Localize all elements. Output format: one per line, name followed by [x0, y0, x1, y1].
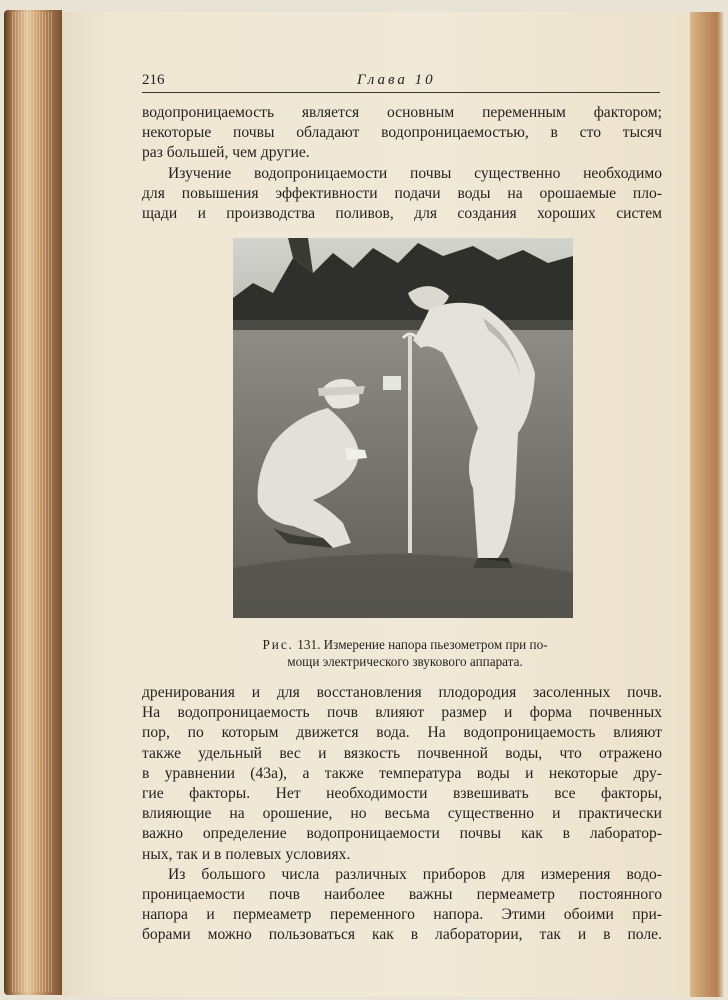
text-line: щади и производства поливов, для создания хороших систем [142, 205, 662, 223]
text-line: в уравнении (43а), а также температура воды и некоторые дру- [142, 764, 662, 782]
text-line: напора и пермеаметр переменного напора. Этими обоими при- [142, 906, 662, 924]
text-line: для повышения эффективности подачи воды на орошаемые пло- [142, 184, 662, 202]
text-line: также удельный вес и вязкость почвенной воды, что отражено [142, 744, 662, 762]
chapter-title: Глава 10 [357, 72, 436, 88]
caption-label: Рис. [262, 637, 294, 652]
page-number: 216 [142, 72, 165, 88]
text-line: Из большого числа различных приборов для измерения водо- [168, 865, 662, 883]
text-line: влияющие на орошение, но весьма существенно и практически [142, 805, 662, 823]
text-line: гие факторы. Нет необходимости взвешивать все факторы, [142, 785, 662, 803]
paragraph-block-bottom [142, 683, 662, 946]
text-line: важно определение водопроницаемости почвы как в лаборатор- [142, 825, 662, 843]
text-line: пор, по которым движется вода. На водопроницаемость влияют [142, 724, 662, 742]
paragraph-block-top [142, 103, 662, 224]
figure-photo [233, 238, 573, 618]
caption-text-2: мощи электрического звукового аппарата. [287, 654, 523, 669]
text-line: На водопроницаемость почв влияют размер и форма почвенных [142, 704, 662, 722]
field-measurement-photo [233, 238, 573, 618]
text-line: ных, так и в полевых условиях. [142, 845, 351, 863]
right-page-edge [690, 12, 724, 997]
page-edges [12, 12, 54, 992]
caption-text-1: 131. Измерение напора пьезометром при по- [297, 637, 548, 652]
running-header [142, 70, 660, 93]
figure-caption [225, 636, 585, 670]
text-line: Изучение водопроницаемости почвы существенно необходимо [168, 164, 662, 182]
text-line: борами можно пользоваться как в лаборатории, так и в поле. [142, 926, 662, 944]
text-line: раз большей, чем другие. [142, 144, 310, 162]
text-line: некоторые почвы обладают водопроницаемостью, в сто тысяч [142, 124, 662, 142]
text-line: дренирования и для восстановления плодородия засоленных почв. [142, 684, 662, 701]
text-line: проницаемости почв наиболее важны пермеаметр постоянного [142, 886, 662, 904]
text-line: водопроницаемость является основным переменным фактором; [142, 104, 662, 121]
